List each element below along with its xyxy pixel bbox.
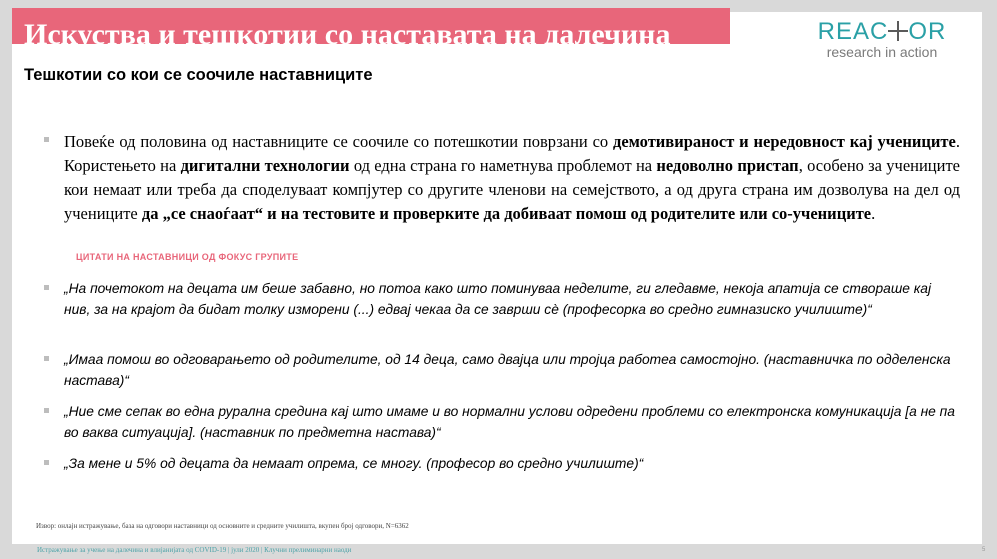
logo-part-1: REAC	[817, 18, 889, 45]
bullet-square-icon	[44, 460, 49, 465]
quote-item: „На почетокот на децата им беше забавно, но потоа како што поминуваа неделите, ги гледавме, некоја апатија се створаше кај нив, за на крајот да бидат толку изморени (...) едвај чекаа да се заврши сè (професорка во средно гимназиско училиште)“	[64, 281, 932, 317]
intro-emphasis: дигитални технологии	[180, 156, 350, 175]
bullet-square-icon	[44, 285, 49, 290]
logo-tagline: research in action	[826, 44, 938, 60]
bullet-square-icon	[44, 356, 49, 361]
intro-emphasis: демотивираност и нередовност кај учениците	[612, 132, 956, 151]
logo-wordmark	[816, 20, 948, 44]
intro-text: Повеќе од половина од наставниците се соочиле со потешкотии поврзани со	[64, 132, 613, 151]
intro-text: .	[871, 204, 876, 223]
source-note: Извор: онлајн истражување, база на одговори наставници од основните и средните училишта, вкупен број одговори, N=6362	[36, 522, 409, 530]
quote-item: „Ние сме сепак во една рурална средина кај што имаме и во нормални услови одредени проблеми со електронска комуникација [а не па во ваква ситуација]. (наставник по предметна настава)“	[64, 404, 955, 440]
quotes-heading: ЦИТАТИ НА НАСТАВНИЦИ ОД ФОКУС ГРУПИТЕ	[76, 252, 299, 262]
intro-emphasis: недоволно пристап	[656, 156, 799, 175]
intro-paragraph	[64, 130, 960, 226]
logo-t-icon	[888, 21, 908, 41]
intro-text: . Користењето на	[64, 132, 960, 175]
footer-text: Истражување за учење на далечина и влијанијата од COVID-19 | јули 2020 | Клучни прелиминарни наоди	[37, 546, 352, 554]
intro-emphasis: да „се снаоѓаат“ и на тестовите и проверките да добиваат помош од родителите или со-учениците	[141, 204, 872, 223]
intro-text: , особено за учениците кои немаат или треба да споделуваат компјутер со другите членови на семејството, а од друга страна им дозволува на дел од учениците	[64, 156, 960, 223]
quote-item: „Имаа помош во одговарањето од родителите, од 14 деца, само двајца или тројца работеа самостојно. (наставничка по одделенска настава)“	[64, 352, 951, 388]
slide-title: Искуства и тешкотии со наставата на далечина	[24, 18, 671, 51]
bullet-square-icon	[44, 137, 49, 142]
intro-text: од една страна го наметнува проблемот на	[349, 156, 657, 175]
slide-subtitle: Тешкотии со кои се соочиле наставниците	[24, 66, 373, 84]
bullet-square-icon	[44, 408, 49, 413]
logo-part-2: OR	[908, 18, 947, 45]
quote-item: „За мене и 5% од децата да немаат опрема, се многу. (професор во средно училиште)“	[64, 456, 644, 471]
page-number: 5	[982, 547, 986, 553]
footer-bar	[0, 544, 997, 559]
reactor-logo	[816, 20, 948, 60]
